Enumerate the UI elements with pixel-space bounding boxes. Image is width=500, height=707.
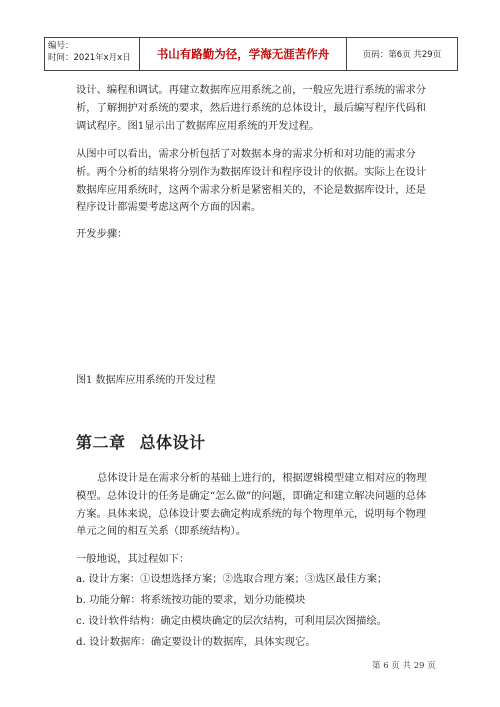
process-intro: 一般地说，其过程如下： bbox=[76, 553, 190, 565]
header-meta bbox=[45, 38, 140, 70]
page-header bbox=[44, 37, 458, 71]
header-time-label: 时间：2021年x月x日 bbox=[48, 53, 131, 63]
figure-caption: 图1 数据库应用系统的开发过程 bbox=[76, 375, 216, 386]
chapter-title: 总体设计 bbox=[139, 433, 206, 452]
chapter-number: 第二章 bbox=[76, 433, 126, 452]
steps-label: 开发步骤： bbox=[76, 228, 128, 240]
header-number-label: 编号： bbox=[48, 41, 74, 51]
paragraph-intro: 设计、编程和调试。再建立数据库应用系统之前，一般应先进行系统的需求分析，了解拥护对系统的要求，然后进行系统的总体设计，最后编写程序代码和调试程序。图1显示出了数据库应用系统的开发过程。 bbox=[76, 84, 427, 132]
footer-page-number: 第 6 页 共 29 页 bbox=[372, 661, 436, 671]
paragraph-overall-design: 总体设计是在需求分析的基础上进行的，根据逻辑模型建立相对应的物理模型。总体设计的任务是确定“怎么做”的问题，即确定和建立解决问题的总体方案。具体来说，总体设计要去确定构成系统的每个物理单元，说明每个物理单元之间的相互关系（即系统结构）。 bbox=[76, 472, 427, 538]
header-page-info: 页码：第6页 共29页 bbox=[362, 50, 442, 60]
list-item: a. 设计方案：①设想选择方案；②选取合理方案；③选区最佳方案； bbox=[76, 573, 388, 585]
header-motto: 书山有路勤为径，学海无涯苦作舟 bbox=[140, 38, 347, 70]
list-item: d. 设计数据库：确定要设计的数据库，具体实现它。 bbox=[76, 636, 316, 648]
list-item: c. 设计软件结构：确定由模块确定的层次结构，可利用层次图描绘。 bbox=[76, 615, 387, 627]
chapter-heading bbox=[76, 430, 206, 453]
list-item: b. 功能分解：将系统按功能的要求，划分功能模块 bbox=[76, 594, 306, 606]
paragraph-analysis: 从图中可以看出，需求分析包括了对数据本身的需求分析和对功能的需求分析。两个分析的结果将分别作为数据库设计和程序设计的依据。实际上在设计数据库应用系统时，这两个需求分析是紧密相关的，不论是数据库设计，还是程序设计都需要考虑这两个方面的因素。 bbox=[76, 148, 427, 214]
